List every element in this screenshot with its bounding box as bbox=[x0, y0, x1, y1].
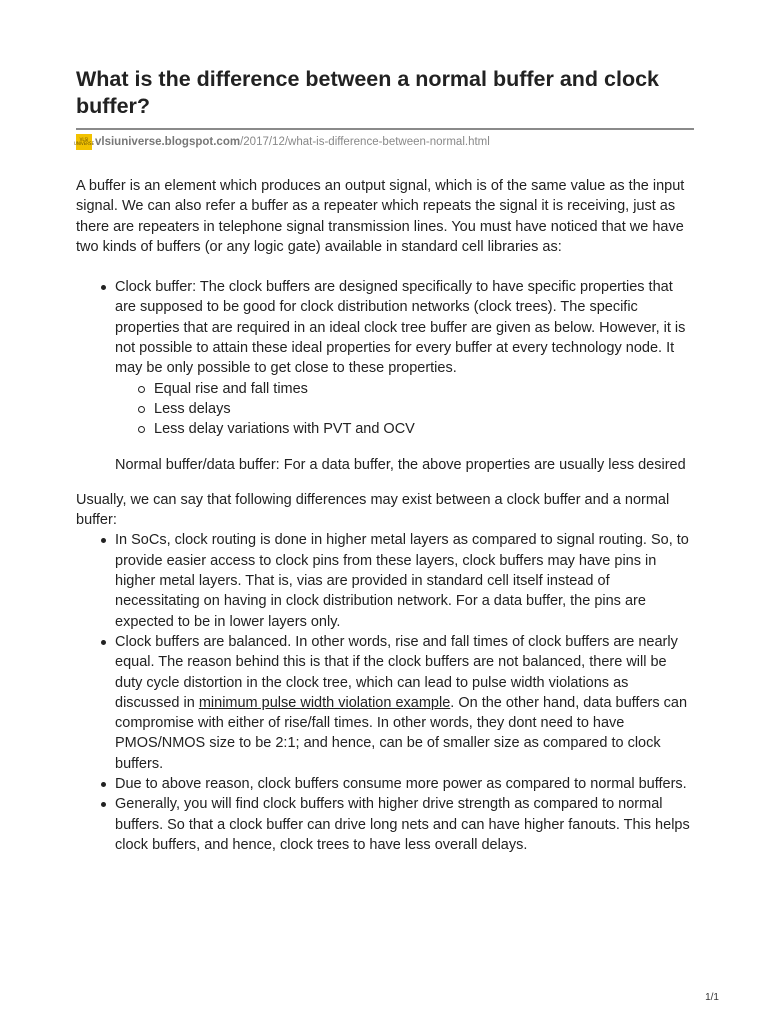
buffer-types-list bbox=[76, 277, 694, 439]
min-pulse-width-link[interactable]: minimum pulse width violation example bbox=[198, 694, 451, 711]
site-favicon-icon: VLSI UNIVERSE bbox=[76, 134, 92, 150]
page-title: What is the difference between a normal buffer and clock buffer? bbox=[76, 67, 660, 118]
property-item: Equal rise and fall times bbox=[115, 379, 694, 399]
page-number: 1/1 bbox=[705, 992, 719, 1003]
property-item: Less delay variations with PVT and OCV bbox=[115, 419, 694, 439]
article bbox=[73, 66, 694, 855]
list-item bbox=[76, 632, 694, 774]
differences-list bbox=[76, 530, 694, 855]
differences-intro: Usually, we can say that following differences may exist between a clock buffer and a normal buffer: bbox=[76, 491, 670, 529]
list-item-text: Clock buffers are balanced. In other words, rise and fall times of clock buffers are nearly equal. The reason behind this is that if the clock buffers are not balanced, there will be duty cycle distortion in the clock tree, which can lead to pulse width violations as discussed in bbox=[115, 633, 678, 711]
clock-buffer-properties bbox=[115, 379, 694, 440]
normal-buffer-paragraph: Normal buffer/data buffer: For a data buffer, the above properties are usually less desired bbox=[115, 456, 686, 473]
list-item: In SoCs, clock routing is done in higher metal layers as compared to signal routing. So, to provide easier access to clock pins from these layers, clock buffers may have pins in higher metal layers. That is, vias are provided in standard cell itself instead of necessitating on having in clock distribution network. For a data buffer, the pins are expected to be in lower layers only. bbox=[76, 530, 694, 631]
list-item: Generally, you will find clock buffers with higher drive strength as compared to normal buffers. So that a clock buffer can drive long nets and can have higher fanouts. This helps clock buffers, and hence, clock trees to have less overall delays. bbox=[76, 794, 694, 855]
source-path[interactable]: /2017/12/what-is-difference-between-normal.html bbox=[240, 136, 490, 148]
clock-buffer-text: Clock buffer: The clock buffers are designed specifically to have specific properties that are supposed to be good for clock distribution networks (clock trees). The specific properties that are required in an ideal clock tree buffer are given as below. However, it is not possible to attain these ideal properties for every buffer at every technology node. It may be only possible to get close to these properties. bbox=[115, 279, 686, 377]
list-item: Due to above reason, clock buffers consume more power as compared to normal buffers. bbox=[76, 774, 694, 794]
source-domain[interactable]: vlsiuniverse.blogspot.com bbox=[95, 136, 241, 148]
list-item-clock-buffer bbox=[76, 277, 694, 439]
list-item-text: . On the other hand, data buffers can compromise with either of rise/fall times. In other words, they dont need to have PMOS/NMOS size to be 2:1; and hence, can be of smaller size as compared to clock buffers. bbox=[115, 694, 688, 772]
article-body bbox=[76, 176, 694, 855]
property-item: Less delays bbox=[115, 399, 694, 419]
intro-paragraph: A buffer is an element which produces an output signal, which is of the same value as the input signal. We can also refer a buffer as a repeater which repeats the signal it is receiving, just as there are repeaters in telephone signal transmission lines. You must have noticed that we have two kinds of buffers (or any logic gate) available in standard cell libraries as: bbox=[76, 178, 685, 255]
source-bar bbox=[73, 128, 694, 150]
